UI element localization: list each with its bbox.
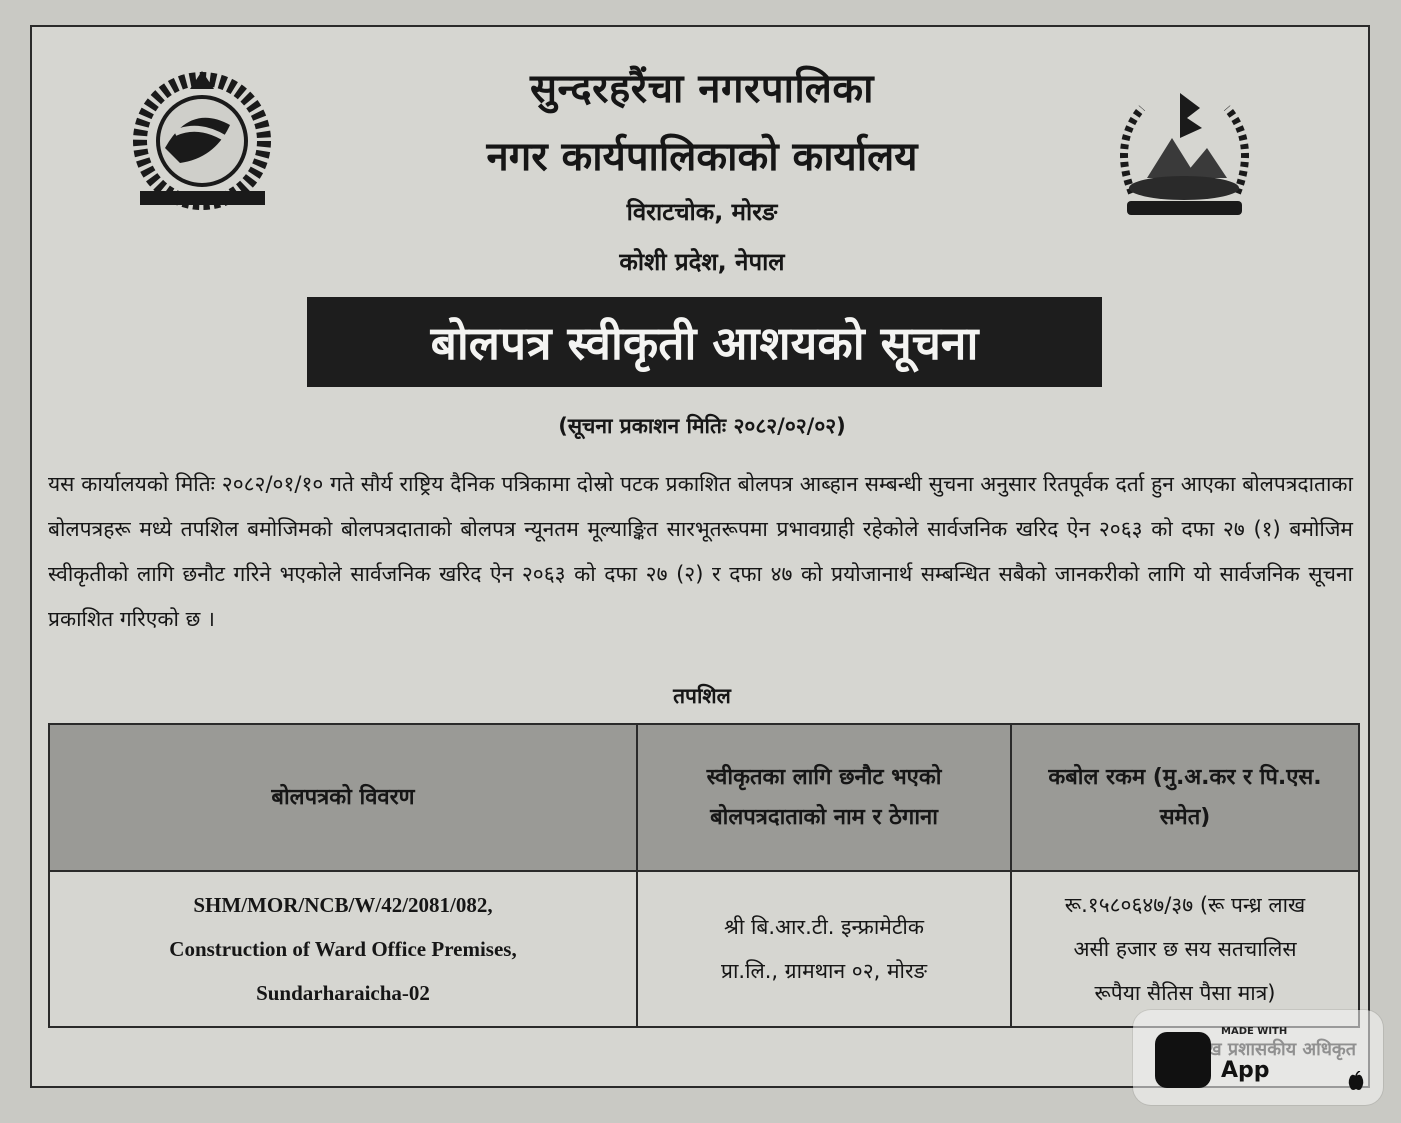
app-label: App: [1221, 1058, 1270, 1083]
notice-frame: [30, 25, 1370, 1088]
amount-cell: [1011, 871, 1359, 1027]
header-tender-description: बोलपत्रको विवरण: [49, 724, 637, 871]
tender-description-cell: [49, 871, 637, 1027]
office-name: नगर कार्यपालिकाको कार्यालय: [486, 134, 918, 180]
notice-title-banner: [307, 297, 1102, 387]
apple-icon: [1347, 1071, 1365, 1091]
notice-title: बोलपत्र स्वीकृती आशयको सूचना: [430, 316, 979, 370]
app-icon: [1155, 1032, 1211, 1088]
amount-line: रूपैया सैतिस पैसा मात्र): [1094, 981, 1276, 1005]
details-heading: तपशिल: [673, 684, 731, 708]
table-row: [49, 871, 1359, 1027]
office-location: विराटचोक, मोरङ: [626, 198, 778, 226]
tender-line: Sundarharaicha-02: [256, 981, 430, 1005]
bidder-line: श्री बि.आर.टी. इन्फ्रामेटीक: [723, 915, 925, 939]
table-header-row: [49, 724, 1359, 871]
publish-date: (सूचना प्रकाशन मितिः २०८२/०२/०२): [558, 414, 846, 438]
notice-body: यस कार्यालयको मितिः २०८२/०१/१० गते सौर्य राष्ट्रिय दैनिक पत्रिकामा दोस्रो पटक प्रकाशित बोलपत्र आब्हान सम्बन्धी सुचना अनुसार रितपूर्वक दर्ता हुन आएका बोलपत्रदाताका बोलपत्रहरू मध्ये तपशिल बमोजिमको बोलपत्रदाताको बोलपत्र न्यूनतम मूल्याङ्कित सारभूतरूपमा प्रभावग्राही रहेकोले सार्वजनिक खरिद ऐन २०६३ को दफा २७ (१) बमोजिम स्वीकृतीको लागि छनौट गरिने भएकोले सार्वजनिक खरिद ऐन २०६३ को दफा २७ (२) र दफा ४७ को प्रयोजानार्थ सम्बन्धित सबैको जानकरीको लागि यो सार्वजनिक सूचना प्रकाशित गरिएको छ ।: [48, 472, 1353, 631]
app-watermark-badge: [1133, 1010, 1383, 1105]
header-bid-amount: कबोल रकम (मु.अ.कर र पि.एस. समेत): [1011, 724, 1359, 871]
province-country: कोशी प्रदेश, नेपाल: [619, 248, 785, 276]
bidder-cell: [637, 871, 1011, 1027]
header-bidder-name-address: स्वीकृतका लागि छनौट भएको बोलपत्रदाताको नाम र ठेगाना: [637, 724, 1011, 871]
amount-line: रू.१५८०६४७/३७ (रू पन्ध्र लाख: [1064, 893, 1306, 917]
tender-line: SHM/MOR/NCB/W/42/2081/082,: [193, 893, 493, 917]
amount-line: असी हजार छ सय सतचालिस: [1073, 937, 1297, 961]
municipality-name: सुन्दरहरैंचा नगरपालिका: [529, 66, 874, 112]
tender-line: Construction of Ward Office Premises,: [169, 937, 517, 961]
bidder-line: प्रा.लि., ग्रामथान ०२, मोरङ: [721, 959, 927, 983]
made-with-label: MADE WITH: [1221, 1026, 1288, 1037]
tender-table: [48, 723, 1360, 1028]
